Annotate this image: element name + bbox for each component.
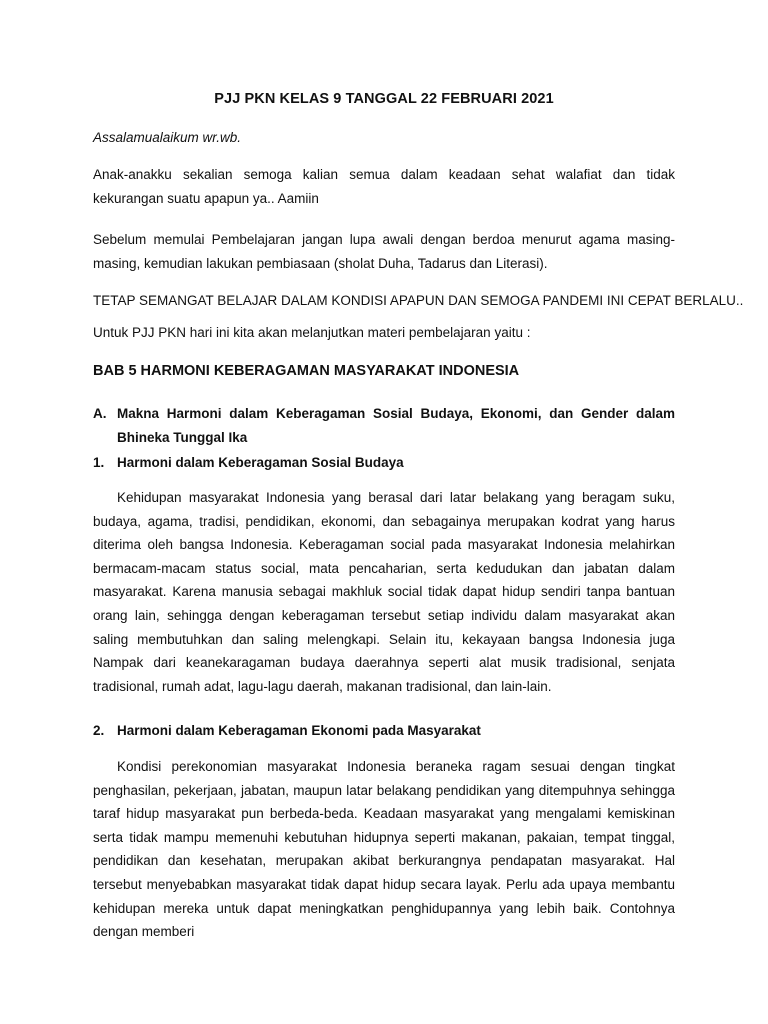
paragraph-prayer: Sebelum memulai Pembelajaran jangan lupa awali dengan berdoa menurut agama masing-masing, kemudian lakukan pembiasaan (sholat Duha, Tadarus dan Literasi). bbox=[93, 232, 675, 271]
body-paragraph-1: Kehidupan masyarakat Indonesia yang berasal dari latar belakang yang beragam suku, budaya, agama, tradisi, pendidikan, ekonomi, dan sebagainya merupakan kodrat yang harus diterima oleh bangsa Indonesia. Keberagaman social pada masyarakat Indonesia melahirkan bermacam-macam status social, mata pencaharian, serta kedudukan dan jabatan dalam masyarakat. Karena manusia sebagai makhluk social tidak dapat hidup sendiri tanpa bantuan orang lain, sehingga dengan keberagaman tersebut setiap individu dalam masyarakat akan saling membutuhkan dan saling melengkapi. Selain itu, kekayaan bangsa Indonesia juga Nampak dari keanekaragaman budaya daerahnya seperti alat musik tradisional, senjata tradisional, rumah adat, lagu-lagu daerah, makanan tradisional, dan lain-lain. bbox=[93, 490, 675, 694]
paragraph-wishes: Anak-anakku sekalian semoga kalian semua dalam keadaan sehat walafiat dan tidak kekurangan suatu apapun ya.. Aamiin bbox=[93, 167, 675, 206]
subsection-2 bbox=[93, 719, 675, 743]
subsection-1-marker: 1. bbox=[93, 455, 105, 470]
chapter-heading: BAB 5 HARMONI KEBERAGAMAN MASYARAKAT INDONESIA bbox=[93, 363, 520, 379]
subsection-1 bbox=[93, 451, 675, 475]
section-a-marker: A. bbox=[93, 406, 107, 421]
body-paragraph-2: Kondisi perekonomian masyarakat Indonesia beraneka ragam sesuai dengan tingkat penghasilan, pekerjaan, jabatan, maupun latar belakang pendidikan yang ditempuhnya sehingga taraf hidup masyarakat pun berbeda-beda. Keadaan masyarakat yang mengalami kemiskinan serta tidak mampu memenuhi kebutuhan hidupnya seperti makanan, pakaian, tempat tinggal, pendidikan dan kesehatan, merupakan akibat berkurangnya pendapatan masyarakat. Hal tersebut menyebabkan masyarakat tidak dapat hidup secara layak. Perlu ada upaya membantu kehidupan mereka untuk dapat meningkatkan penghidupannya yang lebih baik. Contohnya dengan memberi bbox=[93, 759, 675, 940]
subsection-2-marker: 2. bbox=[93, 723, 105, 738]
intro-line: Untuk PJJ PKN hari ini kita akan melanjutkan materi pembelajaran yaitu : bbox=[93, 325, 531, 340]
subsection-2-text: Harmoni dalam Keberagaman Ekonomi pada Masyarakat bbox=[117, 723, 481, 738]
subsection-1-text: Harmoni dalam Keberagaman Sosial Budaya bbox=[117, 455, 404, 470]
section-a-text: Makna Harmoni dalam Keberagaman Sosial Budaya, Ekonomi, dan Gender dalam Bhineka Tunggal Ika bbox=[117, 406, 675, 445]
document-title: PJJ PKN KELAS 9 TANGGAL 22 FEBRUARI 2021 bbox=[214, 91, 554, 107]
greeting: Assalamualaikum wr.wb. bbox=[93, 130, 242, 145]
motivation-line: TETAP SEMANGAT BELAJAR DALAM KONDISI APAPUN DAN SEMOGA PANDEMI INI CEPAT BERLALU.. bbox=[93, 293, 744, 308]
section-a bbox=[93, 402, 675, 450]
